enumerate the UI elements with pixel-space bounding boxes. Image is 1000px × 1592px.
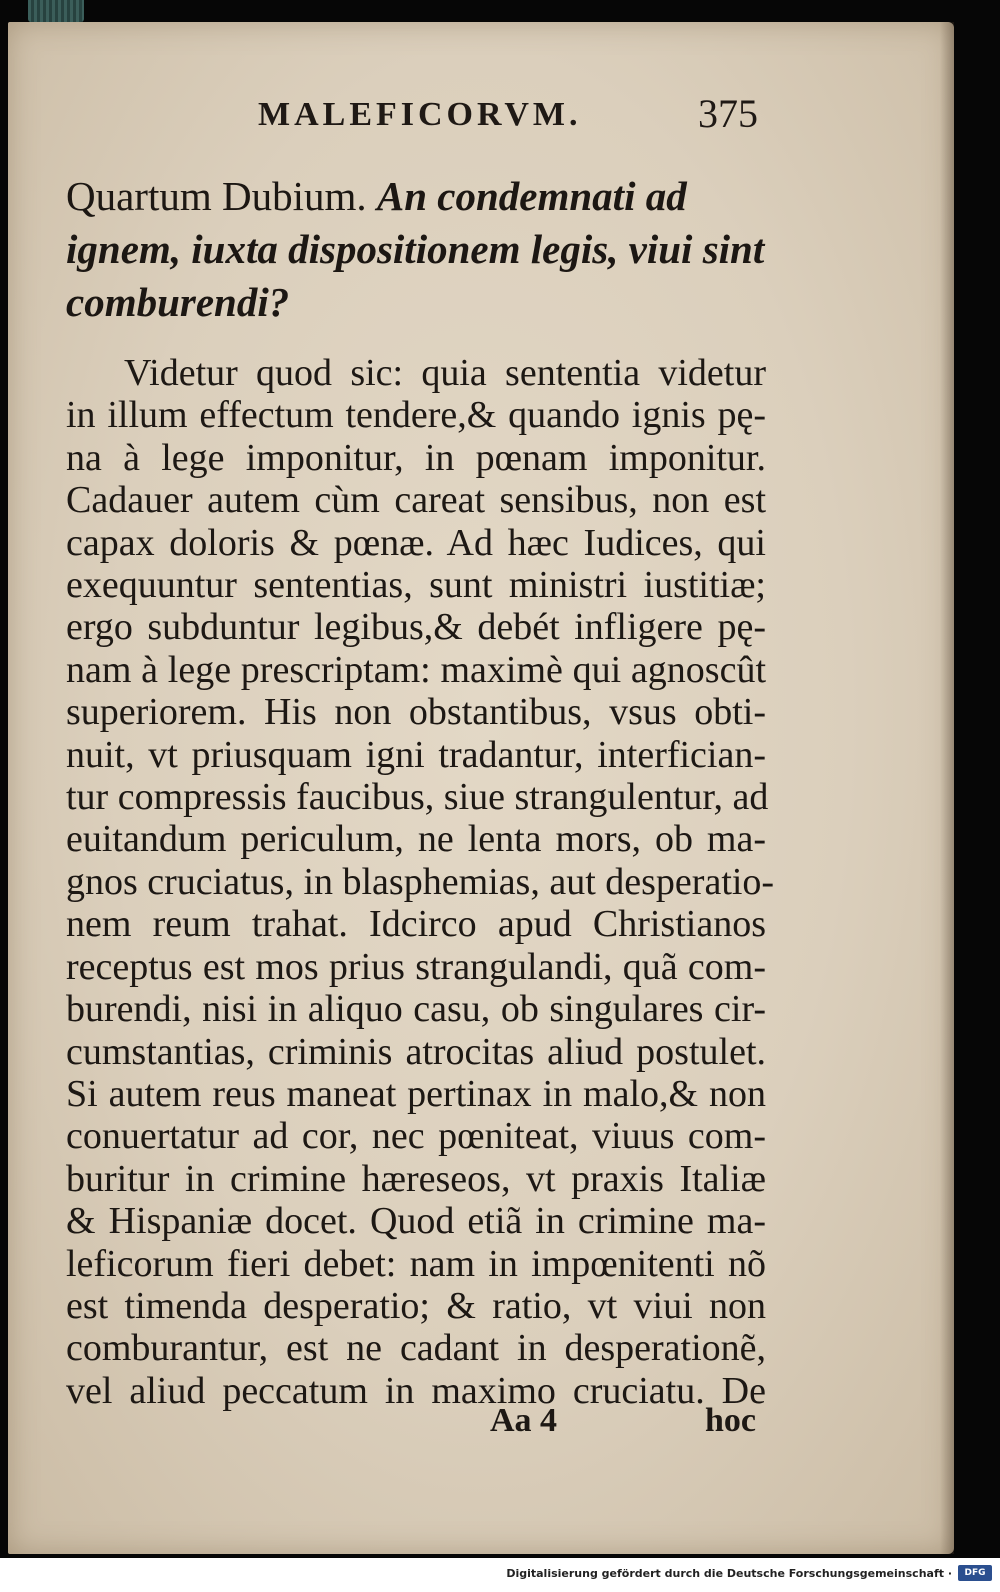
text-line: vel aliud peccatum in maximo cruciatu. De (66, 1369, 766, 1412)
text-line: in illum effectum tendere,& quando ignis pę- (66, 394, 766, 437)
text-line: na à lege imponitur, in pœnam imponitur. (66, 436, 766, 479)
text-line: Videtur quod sic: quia sententia videtur (124, 352, 766, 394)
text-line: receptus est mos prius strangulandi, quã com- (66, 945, 766, 988)
text-line: exequuntur sententias, sunt ministri iustitiæ; (66, 564, 766, 607)
text-line: est timenda desperatio; & ratio, vt viui non (66, 1284, 766, 1327)
text-line: ergo subduntur legibus,& debét infligere pę- (66, 606, 766, 649)
running-head: MALEFICORVM. (258, 96, 582, 133)
funding-credit: Digitalisierung gefördert durch die Deutsche Forschungsgemeinschaft · (506, 1567, 952, 1580)
dubium-question: An condemnati ad ignem, iuxta dispositionem legis, viui sint comburendi? (66, 173, 765, 325)
text-line: comburantur, est ne cadant in desperationẽ, (66, 1327, 766, 1370)
text-line: cumstantias, criminis atrocitas aliud postulet. (66, 1030, 766, 1073)
dfg-logo-icon: DFG (958, 1565, 992, 1581)
text-line: Si autem reus maneat pertinax in malo,& non (66, 1072, 766, 1115)
text-line: buritur in crimine hæreseos, vt praxis Italiæ (66, 1157, 766, 1200)
text-line: tur compressis faucibus, siue strangulentur, ad (66, 776, 769, 819)
text-line: euitandum periculum, ne lenta mors, ob ma- (66, 818, 766, 861)
body-paragraph (66, 352, 775, 1412)
text-line: nuit, vt priusquam igni tradantur, interfician- (66, 733, 766, 776)
bookmark-ribbon (28, 0, 84, 22)
text-line: conuertatur ad cor, nec pœniteat, viuus com- (66, 1115, 766, 1158)
text-line: gnos cruciatus, in blasphemias, aut desperatio- (66, 860, 775, 903)
text-line: nem reum trahat. Idcirco apud Christianos (66, 903, 766, 946)
text-line: superiorem. His non obstantibus, vsus obti- (66, 691, 766, 734)
signature-mark: Aa 4 (490, 1402, 558, 1439)
text-line: burendi, nisi in aliquo casu, ob singulares cir- (66, 988, 766, 1031)
digitization-footer (0, 1558, 1000, 1592)
text-line: nam à lege prescriptam: maximè qui agnoscût (66, 648, 766, 691)
text-line: Cadauer autem cùm careat sensibus, non est (66, 479, 766, 522)
page-header (258, 90, 758, 146)
text-line: & Hispaniæ docet. Quod etiã in crimine ma- (66, 1200, 766, 1243)
book-page (8, 22, 954, 1554)
text-line: capax doloris & pœnæ. Ad hæc Iudices, qui (66, 521, 766, 564)
text-line: leficorum fieri debet: nam in impœnitenti nõ (66, 1242, 766, 1285)
page-number: 375 (698, 91, 758, 136)
catchword: hoc (705, 1402, 756, 1439)
dubium-label: Quartum Dubium. (66, 173, 367, 219)
page-footer-line (490, 1402, 770, 1452)
section-heading (66, 170, 766, 329)
